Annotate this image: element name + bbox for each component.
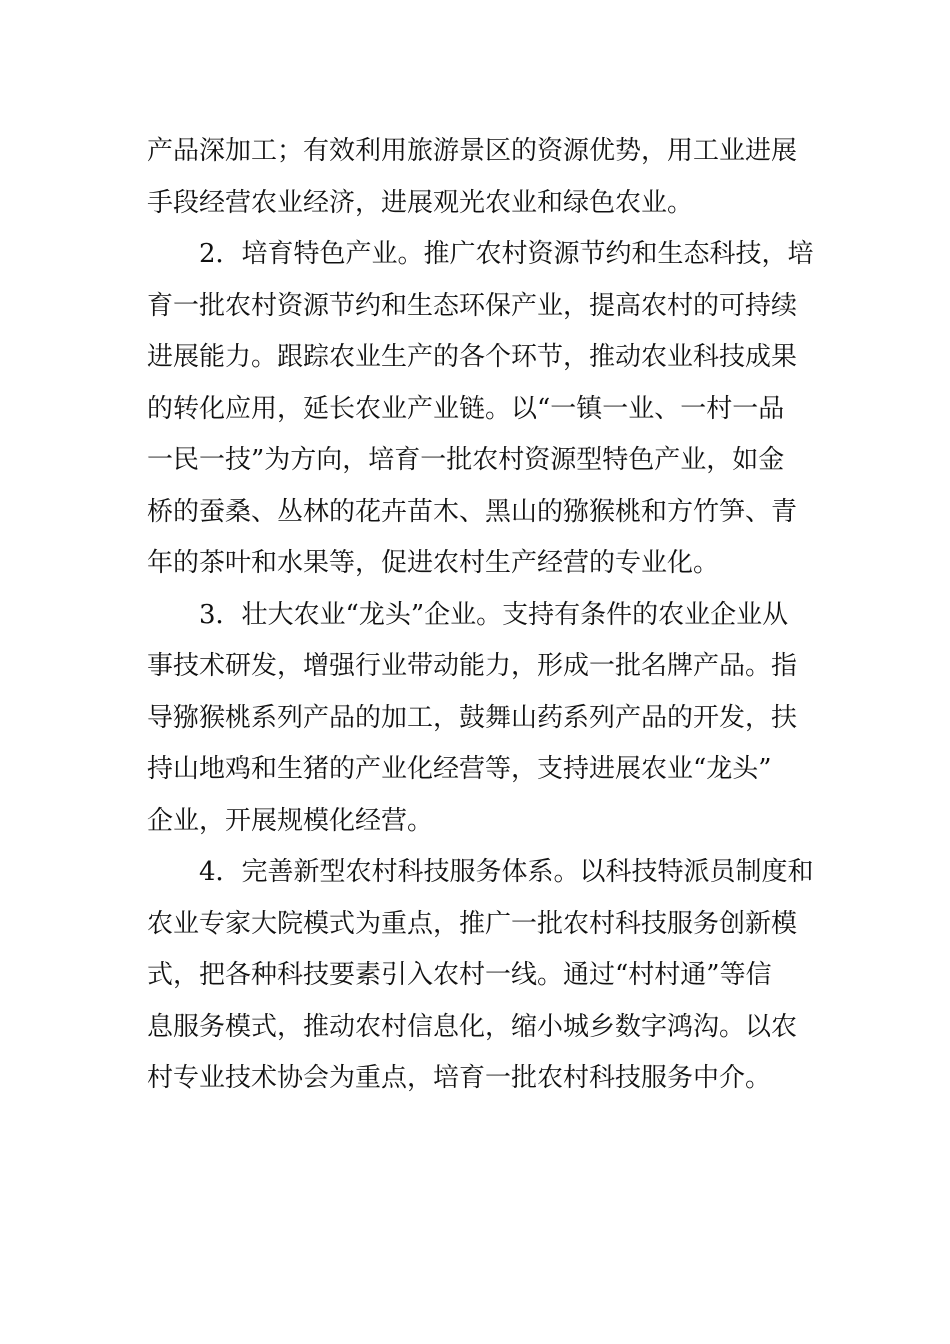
paragraph-item-4 <box>147 847 814 1105</box>
text-line: 3．壮大农业“龙头”企业。支持有条件的农业企业从 <box>199 599 789 630</box>
text-line: 桥的蚕桑、丛林的花卉苗木、黑山的猕猴桃和方竹笋、青 <box>147 496 798 527</box>
text-line: 2．培育特色产业。推广农村资源节约和生态科技，培 <box>199 239 814 269</box>
text-line: 产品深加工；有效利用旅游景区的资源优势，用工业进展 <box>147 136 798 166</box>
paragraph-item-2 <box>147 229 814 590</box>
text-line: 式，把各种科技要素引入农村一线。通过“村村通”等信 <box>147 960 772 990</box>
document-body <box>147 126 814 1105</box>
text-line: 一民一技”为方向，培育一批农村资源型特色产业，如金 <box>147 445 785 475</box>
text-line: 手段经营农业经济，进展观光农业和绿色农业。 <box>147 187 694 218</box>
text-line: 村专业技术协会为重点，培育一批农村科技服务中介。 <box>147 1063 772 1093</box>
text-line: 4．完善新型农村科技服务体系。以科技特派员制度和 <box>199 857 814 887</box>
paragraph-item-3 <box>147 590 807 848</box>
text-line: 进展能力。跟踪农业生产的各个环节，推动农业科技成果 <box>147 342 798 372</box>
text-line: 息服务模式，推动农村信息化，缩小城乡数字鸿沟。以农 <box>147 1011 798 1042</box>
text-line: 年的茶叶和水果等，促进农村生产经营的专业化。 <box>147 548 720 578</box>
text-line: 事技术研发，增强行业带动能力，形成一批名牌产品。指 <box>147 651 798 681</box>
text-line: 持山地鸡和生猪的产业化经营等，支持进展农业“龙头” <box>147 754 772 784</box>
text-line: 农业专家大院模式为重点，推广一批农村科技服务创新模 <box>147 908 798 939</box>
text-line: 的转化应用，延长农业产业链。以“一镇一业、一村一品 <box>147 393 785 424</box>
text-line: 企业，开展规模化经营。 <box>147 805 434 836</box>
paragraph-continuation <box>147 126 807 229</box>
text-line: 育一批农村资源节约和生态环保产业，提高农村的可持续 <box>147 290 798 321</box>
text-line: 导猕猴桃系列产品的加工，鼓舞山药系列产品的开发，扶 <box>147 702 798 733</box>
